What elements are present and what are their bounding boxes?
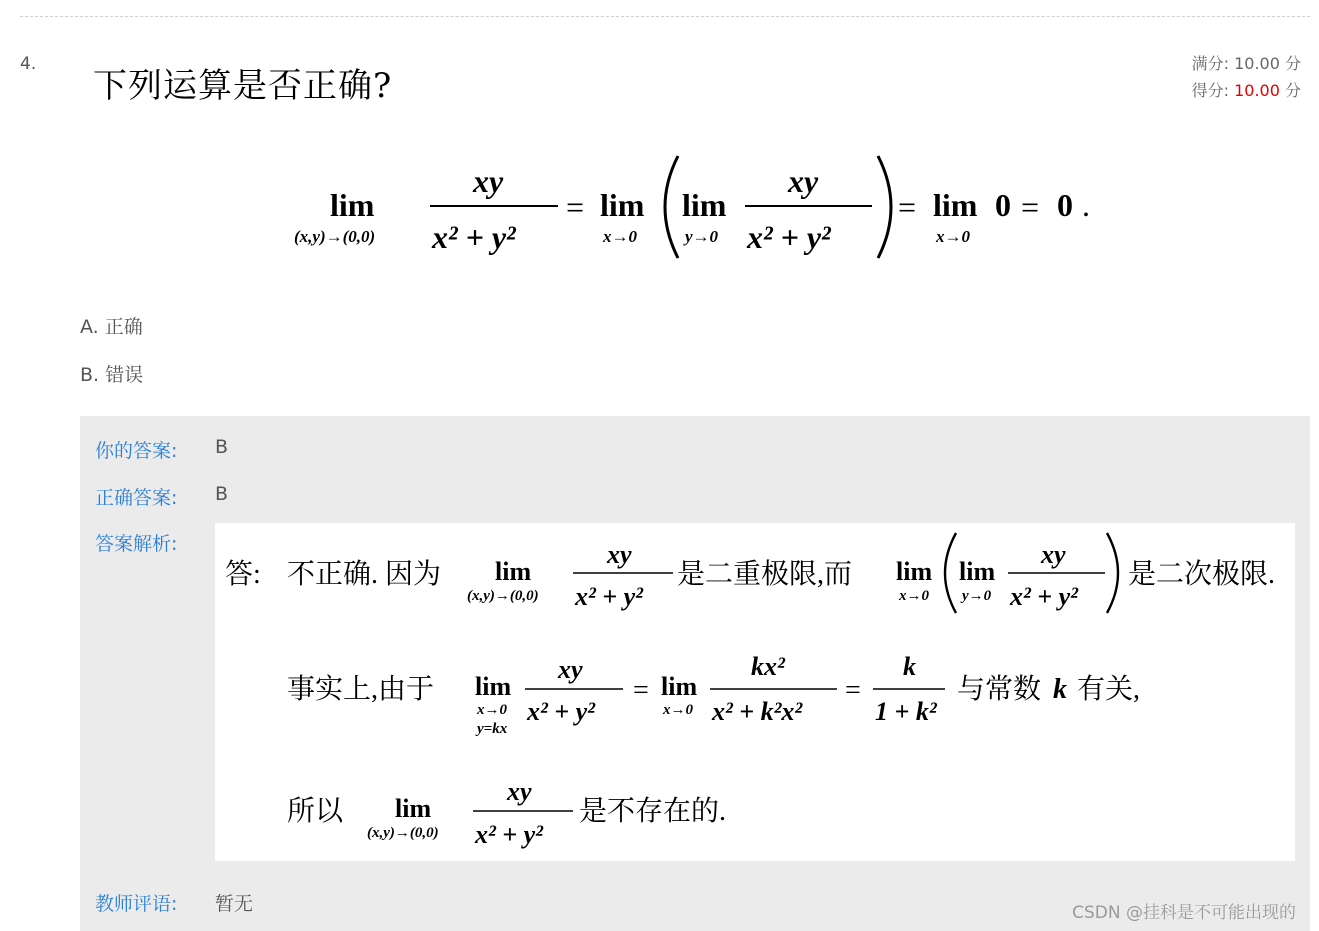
ana-frac3-num: xy — [558, 655, 583, 684]
left-paren — [665, 156, 678, 258]
full-score-value: 10.00 — [1234, 54, 1280, 73]
ana-lim-5: lim — [661, 672, 698, 701]
zero-2: 0 — [1057, 187, 1073, 223]
correct-answer-value: B — [215, 483, 229, 505]
ana-lim-2-sub: x→0 — [899, 588, 929, 604]
eq-1: = — [566, 189, 585, 225]
frac1-num: xy — [473, 163, 504, 199]
ana-line2-a: 事实上,由于 — [287, 674, 435, 705]
score-box — [1192, 50, 1301, 104]
earned-score-unit: 分 — [1284, 81, 1301, 100]
ana-line2-b: 与常数 — [957, 674, 1042, 705]
ana-lim-2: lim — [896, 557, 933, 586]
ana-lim-4: lim — [475, 672, 512, 701]
ana-line3-b: 是不存在的. — [579, 796, 727, 827]
eq-3: = — [1021, 189, 1040, 225]
ana-lim-1-sub: (x,y)→(0,0) — [467, 588, 539, 604]
answer-panel — [80, 416, 1310, 931]
ana-frac3-den: x² + y² — [527, 697, 595, 726]
ana-lim-3: lim — [959, 557, 996, 586]
your-answer-value: B — [215, 436, 229, 458]
analysis-image — [215, 523, 1295, 861]
ana-frac2-den: x² + y² — [1010, 582, 1078, 611]
ana-line3-a: 所以 — [287, 796, 344, 827]
full-score-unit: 分 — [1284, 54, 1301, 73]
lim-4-sub: x→0 — [936, 227, 970, 246]
ana-frac1-num: xy — [607, 540, 632, 569]
ana-line1-c: 是二次极限. — [1128, 559, 1276, 590]
formula-period: . — [1082, 187, 1090, 223]
question-number: 4. — [20, 54, 37, 74]
lim-2-sub: x→0 — [603, 227, 637, 246]
ana-eq-1: = — [633, 675, 649, 706]
ana-frac4-den: x² + k²x² — [712, 697, 803, 726]
frac2-den: x² + y² — [747, 219, 831, 255]
ana-frac6-den: x² + y² — [475, 820, 543, 849]
eq-2: = — [898, 189, 917, 225]
earned-score-value: 10.00 — [1234, 81, 1280, 100]
frac2-num: xy — [788, 163, 819, 199]
question-title: 下列运算是否正确? — [93, 66, 393, 106]
ana-const-k: k — [1053, 674, 1067, 705]
your-answer-label: 你的答案: — [95, 440, 178, 462]
ana-lim-1: lim — [495, 557, 532, 586]
ana-left-paren — [945, 533, 956, 613]
lim-3: lim — [682, 187, 727, 223]
option-a[interactable]: A. 正确 — [80, 316, 143, 338]
ana-lim-4-sub2: y=kx — [477, 721, 508, 737]
question-formula — [290, 150, 1110, 265]
ana-frac5-num: k — [903, 652, 916, 681]
ana-line2-c: 有关, — [1077, 674, 1141, 705]
zero-1: 0 — [995, 187, 1011, 223]
ana-frac1-den: x² + y² — [575, 582, 643, 611]
analysis-label: 答案解析: — [95, 533, 178, 555]
earned-score-label: 得分: — [1191, 81, 1229, 100]
ana-lim-3-sub: y→0 — [962, 588, 992, 604]
full-score — [1192, 50, 1301, 77]
lim-1-sub: (x,y)→(0,0) — [294, 227, 376, 246]
ana-lim-6-sub: (x,y)→(0,0) — [367, 825, 439, 841]
right-paren — [878, 156, 891, 258]
lim-2: lim — [600, 187, 645, 223]
frac1-den: x² + y² — [432, 219, 516, 255]
ana-answer-prefix: 答: — [225, 559, 261, 590]
ana-frac2-num: xy — [1041, 540, 1066, 569]
full-score-label: 满分: — [1191, 54, 1229, 73]
ana-frac4-num: kx² — [751, 652, 785, 681]
watermark: CSDN @挂科是不可能出现的 — [1072, 903, 1296, 923]
lim-1: lim — [330, 187, 375, 223]
lim-4: lim — [933, 187, 978, 223]
teacher-comment-value: 暂无 — [215, 893, 254, 915]
teacher-comment-label: 教师评语: — [95, 893, 178, 915]
ana-lim-5-sub: x→0 — [663, 702, 693, 718]
top-divider — [20, 16, 1310, 17]
correct-answer-label: 正确答案: — [95, 487, 178, 509]
ana-line1-b: 是二重极限,而 — [677, 559, 853, 590]
ana-lim-6: lim — [395, 794, 432, 823]
option-b[interactable]: B. 错误 — [80, 364, 144, 386]
ana-frac5-den: 1 + k² — [875, 697, 937, 726]
ana-frac6-num: xy — [507, 777, 532, 806]
earned-score — [1192, 77, 1301, 104]
ana-line1-a: 不正确. 因为 — [287, 559, 442, 590]
ana-lim-4-sub1: x→0 — [477, 702, 507, 718]
ana-eq-2: = — [845, 675, 861, 706]
lim-3-sub: y→0 — [685, 227, 719, 246]
ana-right-paren — [1107, 533, 1118, 613]
